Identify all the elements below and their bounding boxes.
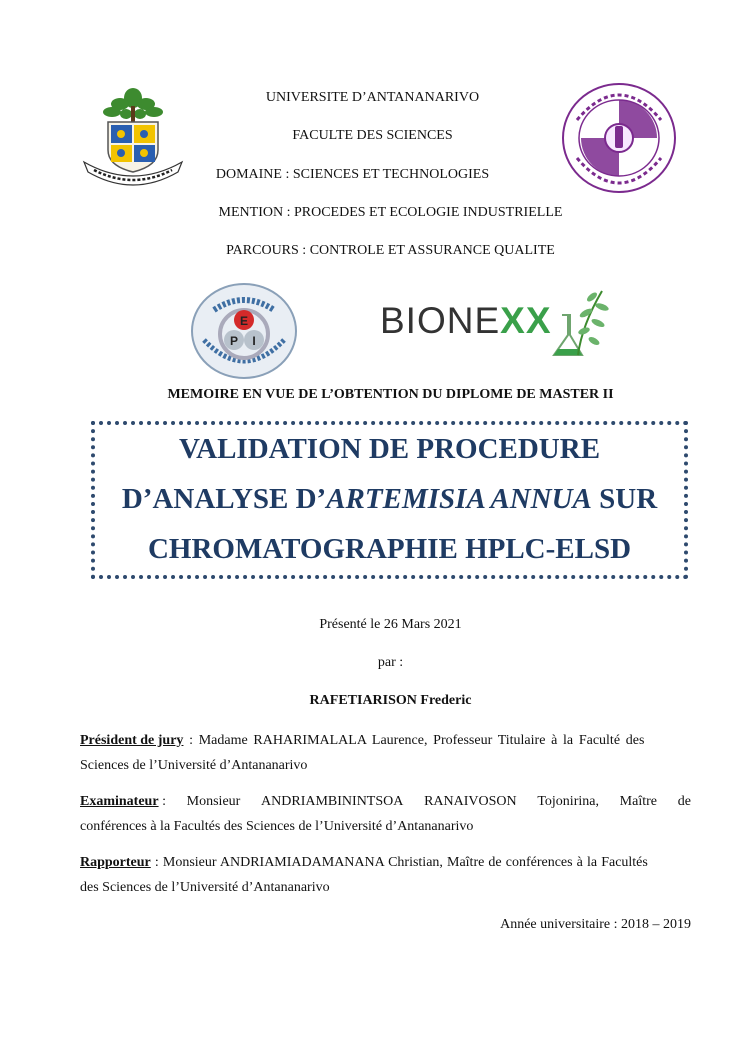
parcours-line: PARCOURS : CONTROLE ET ASSURANCE QUALITE (226, 243, 555, 258)
title-line-2 (95, 483, 684, 516)
president-label: Président de jury (80, 733, 184, 748)
examinateur-word: : (162, 794, 166, 809)
pei-logo (190, 282, 298, 380)
rapporteur-line-2: des Sciences de l’Université d’Antananarivo (80, 880, 330, 895)
mention-line: MENTION : PROCEDES ET ECOLOGIE INDUSTRIELLE (218, 205, 563, 220)
rapporteur-paragraph (80, 850, 691, 900)
president-text: : Madame RAHARIMALALA Laurence, Professeur Titulaire à la Faculté des (183, 733, 645, 748)
president-line-1 (80, 728, 691, 753)
rapporteur-text: : Monsieur ANDRIAMIADAMANANA Christian, Maître de conférences à la Facultés (150, 855, 648, 870)
academic-year: Année universitaire : 2018 – 2019 (500, 917, 691, 932)
memoire-line: MEMOIRE EN VUE DE L’OBTENTION DU DIPLOME DE MASTER II (167, 387, 614, 402)
examinateur-label: Examinateur (80, 794, 159, 809)
examinateur-word: RANAIVOSON (424, 794, 517, 809)
flask-plant-icon (552, 285, 614, 361)
bionexx-suffix: XX (500, 300, 552, 341)
rapporteur-label: Rapporteur (80, 855, 151, 870)
university-name: UNIVERSITE D’ANTANANARIVO (265, 90, 480, 105)
examinateur-word: de (677, 794, 691, 809)
examinateur-word: Maître (619, 794, 657, 809)
pei-letter-i: I (252, 334, 256, 348)
thesis-title-box (91, 421, 688, 579)
presented-date: Présenté le 26 Mars 2021 (319, 617, 462, 632)
par-label: par : (377, 655, 404, 670)
pei-letter-e: E (239, 314, 249, 328)
pei-letter-p: P (229, 334, 239, 348)
president-paragraph (80, 728, 691, 778)
examinateur-word: Tojonirina, (537, 794, 599, 809)
rapporteur-line-1 (80, 850, 691, 875)
examinateur-line-1 (80, 789, 691, 814)
title-line-2-suffix: SUR (591, 483, 658, 515)
title-line-1: VALIDATION DE PROCEDURE (178, 433, 601, 465)
bionexx-logo (380, 300, 552, 342)
examinateur-paragraph (80, 789, 691, 839)
president-line-2: Sciences de l’Université d’Antananarivo (80, 758, 308, 773)
title-line-3: CHROMATOGRAPHIE HPLC-ELSD (147, 533, 632, 565)
faculty-name: FACULTE DES SCIENCES (292, 128, 453, 143)
examinateur-word: ANDRIAMBININTSOA (261, 794, 404, 809)
bionexx-prefix: BIONE (380, 300, 501, 341)
domain-line: DOMAINE : SCIENCES ET TECHNOLOGIES (215, 167, 490, 182)
examinateur-word: Monsieur (186, 794, 241, 809)
examinateur-line-2: conférences à la Facultés des Sciences de l’Université d’Antananarivo (80, 819, 474, 834)
title-line-2-prefix: D’ANALYSE D’ (121, 483, 327, 515)
title-line-2-italic: ARTEMISIA ANNUA (326, 483, 592, 515)
author-name: RAFETIARISON Frederic (309, 693, 472, 708)
